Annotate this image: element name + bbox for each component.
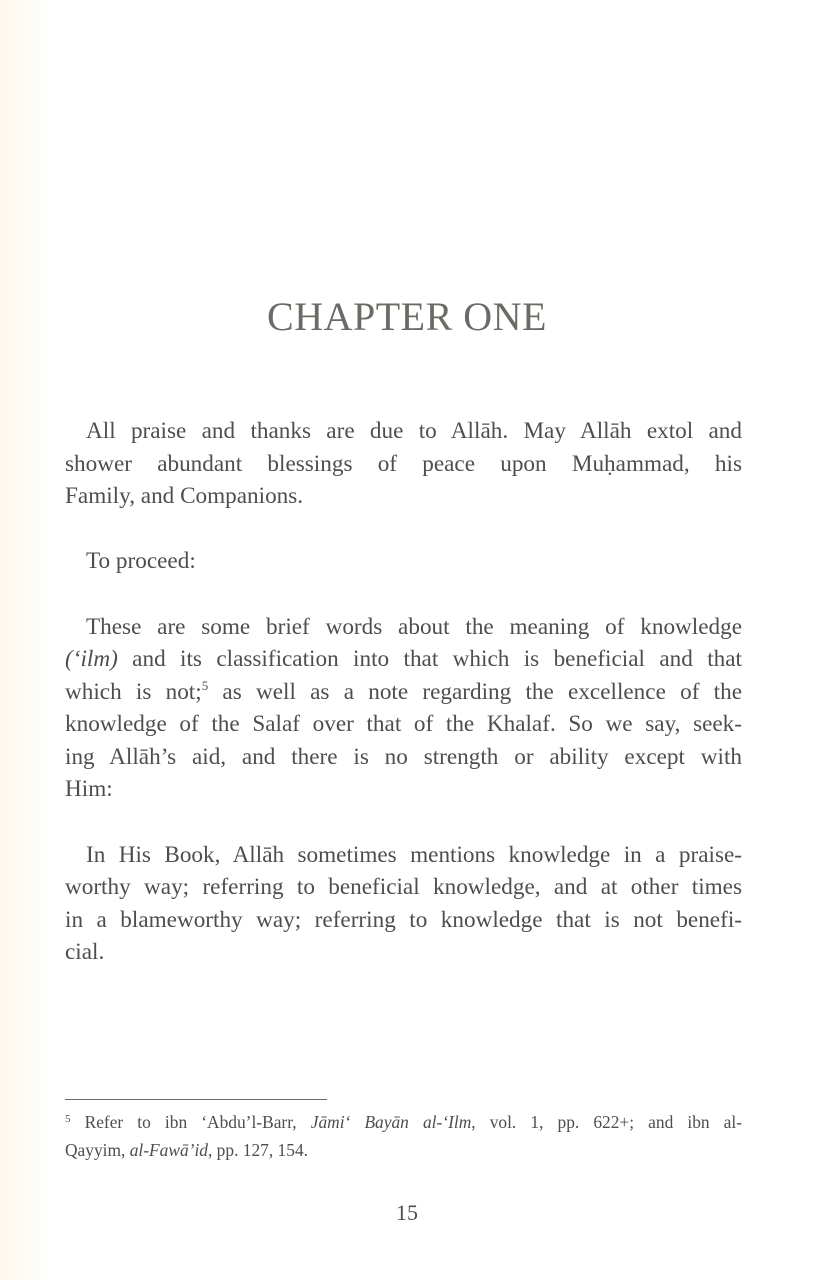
- paragraph-3-line-5: ing Allāh’s aid, and there is no strength or ability except with: [65, 744, 742, 770]
- paragraph-4-line-1: In His Book, Allāh sometimes mentions knowledge in a praise-: [86, 842, 742, 868]
- footnote-reference-5[interactable]: 5: [201, 678, 209, 693]
- paragraph-3-line-6: Him:: [65, 776, 113, 802]
- paragraph-4-line-4: cial.: [65, 939, 105, 965]
- paragraph-4-line-3: in a blameworthy way; referring to knowledge that is not benefi-: [65, 907, 742, 933]
- paragraph-3-line-3: which is not;$^5$ as well as a note regarding the excellence of the: [65, 678, 742, 705]
- paragraph-3-line-1: These are some brief words about the meaning of knowledge: [86, 614, 742, 640]
- paragraph-1-line-3: Family, and Companions.: [65, 483, 304, 509]
- paragraph-4-line-2: worthy way; referring to beneficial knowledge, and at other times: [65, 874, 742, 900]
- italic-term-ilm: (‘ilm): [65, 646, 118, 672]
- paragraph-3-line-2: (‘ilm) and its classification into that which is beneficial and that: [65, 646, 742, 672]
- paragraph-3-line-4: knowledge of the Salaf over that of the Khalaf. So we say, seek-: [65, 711, 742, 737]
- footnote-book-title-jami: Jāmi‘ Bayān al-‘Ilm: [310, 1112, 472, 1132]
- chapter-title: CHAPTER ONE: [267, 293, 547, 339]
- page-edge-shadow: [0, 0, 50, 1280]
- footnote-number: 5: [65, 1113, 71, 1125]
- footnote-book-title-fawaid: al-Fawā’id: [129, 1140, 208, 1160]
- paragraph-1-line-2: shower abundant blessings of peace upon Muḥammad, his: [65, 451, 742, 477]
- page-number: 15: [396, 1200, 418, 1225]
- footnote-divider: [65, 1099, 327, 1100]
- paragraph-1-line-1: All praise and thanks are due to Allāh. May Allāh extol and: [86, 418, 742, 444]
- paragraph-2-line-1: To proceed:: [86, 548, 196, 574]
- footnote-line-2: Qayyim, al-Fawā’id, pp. 127, 154.: [65, 1140, 308, 1160]
- footnote-line-1: $^5$ Refer to ibn ‘Abdu’l-Barr, Jāmi‘ Bayān al-‘Ilm, vol. 1, pp. 622+; and ibn al-: [65, 1112, 743, 1132]
